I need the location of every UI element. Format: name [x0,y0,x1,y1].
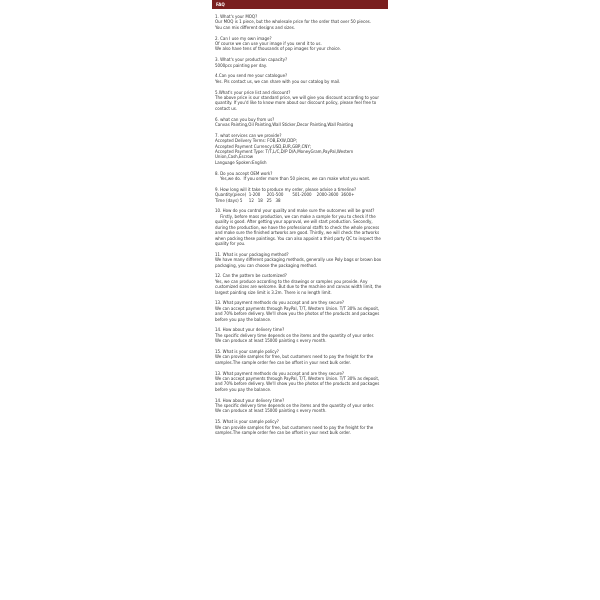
faq-item [215,90,386,112]
faq-item [215,252,386,268]
faq-item [215,349,386,365]
faq-question: 13. What payment methods do you accept and are they secure? [215,300,345,306]
faq-question: 9. How long will it take to produce my order, please advise a timeline? [215,186,357,192]
faq-item [215,371,386,393]
faq-answer: The specific delivery time depends on the items and the quantity of your order. We can produce at least 15000 painting s every month. [215,332,375,344]
faq-answer: Accepted Delivery Terms: FOB,EXW,DDP; Accepted Payment Currency:USD,EUR,GBP,CNY; Accepted Payment Type: T/T,L/C,D/P D/A,MoneyGram,PayPal,Western Union,Cash,Escrow Language Spoken:English [215,138,354,165]
faq-question: 6. what can you buy from us? [215,116,275,122]
faq-item [215,57,386,68]
faq-question: 15. What is your sample policy? [215,419,279,425]
faq-answer: Our MOQ is 1 piece, but the wholesale price for the order that over 50 pieces. You can mix different designs and sizes. [215,19,372,30]
faq-answer: Firstly, before mass production, we can make a sample for you to check if the quality is good. After getting your approval, we will start production. Secondly, during the production, we have the professional staffs to check the whole process and make sure the finished artworks are good. Thirdly, we will check the artworks when packing these paintings. You can also appoint a third party QC to inspect the quality for you. [215,213,383,246]
faq-page [212,0,388,600]
faq-question: 8. Do you accept OEM work? [215,170,273,176]
faq-answer: We can accept payments through PayPal, T/T, Western Union. T/T 30% as deposit, and 70% before delivery. We'll show you the photos of the products and packages before you pay the balance. [215,305,381,322]
faq-item [215,187,386,203]
faq-item [215,36,386,52]
faq-question: 4.Can you send me your catalogue? [215,73,288,79]
faq-answer: We can provide samples for free, but customers need to pay the freight for the samples.The sample order fee can be offset in your next bulk order. [215,354,375,365]
faq-answer: Of course we can use your image if you send it to us. We also have tens of thousands of pop images for your choice. [215,41,342,52]
faq-question: 3. What's your production capacity? [215,57,288,63]
faq-item [215,133,386,165]
faq-question: 14. How about your delivery time? [215,327,285,333]
faq-header-title: FAQ [216,2,225,7]
faq-answer: Yes,we do. If you order more than 50 pieces, we can make what you want. [215,176,371,182]
faq-answer: The specific delivery time depends on the items and the quantity of your order. We can produce at least 15000 painting s every month. [215,403,375,414]
faq-question: 5.What's your price list and discount? [215,89,291,95]
faq-question: 12. Can the pattern be customized? [215,273,287,279]
faq-item [215,300,386,322]
faq-item [215,419,386,435]
faq-header [212,0,388,9]
faq-answer: We can accept payments through PayPal, T/T, Western Union. T/T 30% as deposit, and 70% before delivery. We'll show you the photos of the products and packages before you pay the balance. [215,375,381,392]
faq-item [215,273,386,295]
faq-answer: The above price is our standard price, we will give you discount according to your quantity. If you'd like to know more about our discount policy, please feel free to contact us. [215,95,381,111]
faq-question: 15. What is your sample policy? [215,348,279,354]
faq-answer: Yes. Pls contact us, we can share with you our catalog by mail. [215,78,341,84]
faq-answer: We have many different packaging methods, generally use Poly bags or brown box packaging, you can choose the packaging method. [215,257,383,268]
faq-question: 10. How do you control your quality and make sure the outcomes will be great? [215,208,375,214]
faq-answer: Canvas Painting,Oil Painting,Wall Sticker,Decor Painting,Wall Painting [215,122,354,128]
faq-question: 11. What is your packaging method? [215,251,289,257]
faq-item [215,171,386,182]
faq-item [215,117,386,128]
faq-list [212,9,388,435]
faq-item [215,398,386,414]
faq-question: 14. How about your delivery time? [215,397,285,403]
faq-answer: 5000pcs painting per day. [215,62,267,68]
faq-answer: Quantity(piece) 1-200 201-500 501-2000 2000-3600 3600+ Time (days) 5 12 18 25 38 [215,192,355,203]
faq-item [215,327,386,343]
faq-item [215,208,386,246]
faq-answer: We can provide samples for free, but customers need to pay the freight for the samples.The sample order fee can be offset in your next bulk order. [215,424,375,436]
faq-question: 2. Can I use my own image? [215,35,272,41]
faq-answer: Yes, we can produce according to the drawings or samples you provide. Any customized sizes are welcome. But due to the machine and canvas width limit, the largest painting size limit is 3.2m. There is no length limit. [215,278,383,295]
faq-item [215,14,386,30]
faq-item [215,73,386,84]
faq-question: 1. What's your MOQ? [215,14,258,19]
faq-question: 7. what services can we provide? [215,132,282,138]
faq-question: 13. What payment methods do you accept and are they secure? [215,370,345,376]
